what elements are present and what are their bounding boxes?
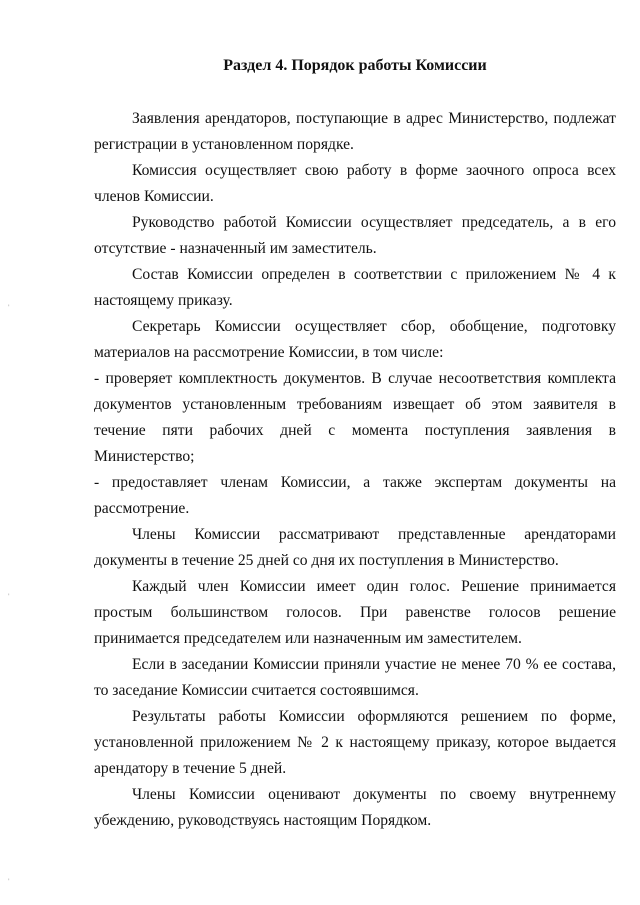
- paragraph-secretary: Секретарь Комиссии осуществляет сбор, обобщение, подготовку материалов на рассмотрение Комиссии, в том числе:: [94, 318, 616, 361]
- paragraph-composition: Состав Комиссии определен в соответствии с приложением № 4 к настоящему приказу.: [94, 266, 616, 309]
- margin-mark: ': [8, 304, 10, 311]
- document-body: [94, 106, 616, 834]
- paragraph-quorum: Если в заседании Комиссии приняли участие не менее 70 % ее состава, то заседание Комиссии считается состоявшимся.: [94, 656, 616, 699]
- paragraph-review-period: Члены Комиссии рассматривают представленные арендаторами документы в течение 25 дней со дня их поступления в Министерство.: [94, 526, 616, 569]
- paragraph-voting: Каждый член Комиссии имеет один голос. Решение принимается простым большинством голосов. При равенстве голосов решение принимается председателем или назначенным им заместителем.: [94, 578, 616, 647]
- margin-mark: ': [8, 878, 10, 885]
- paragraph-work-form: Комиссия осуществляет свою работу в форме заочного опроса всех членов Комиссии.: [94, 162, 616, 205]
- paragraph-evaluation: Члены Комиссии оценивают документы по своему внутреннему убеждению, руководствуясь настоящим Порядком.: [94, 786, 616, 829]
- paragraph-results: Результаты работы Комиссии оформляются решением по форме, установленной приложением № 2 к настоящему приказу, которое выдается арендатору в течение 5 дней.: [94, 708, 616, 777]
- section-heading: Раздел 4. Порядок работы Комиссии: [223, 57, 487, 74]
- paragraph-provide-documents: - предоставляет членам Комиссии, а также экспертам документы на рассмотрение.: [94, 474, 616, 517]
- paragraph-leadership: Руководство работой Комиссии осуществляет председатель, а в его отсутствие - назначенный им заместитель.: [94, 214, 616, 257]
- margin-mark: ': [8, 593, 10, 600]
- paragraph-registration: Заявления арендаторов, поступающие в адрес Министерство, подлежат регистрации в установленном порядке.: [94, 110, 616, 153]
- paragraph-check-completeness: - проверяет комплектность документов. В случае несоответствия комплекта документов установленным требованиям извещает об этом заявителя в течение пяти рабочих дней с момента поступления заявления в Министерство;: [94, 370, 616, 465]
